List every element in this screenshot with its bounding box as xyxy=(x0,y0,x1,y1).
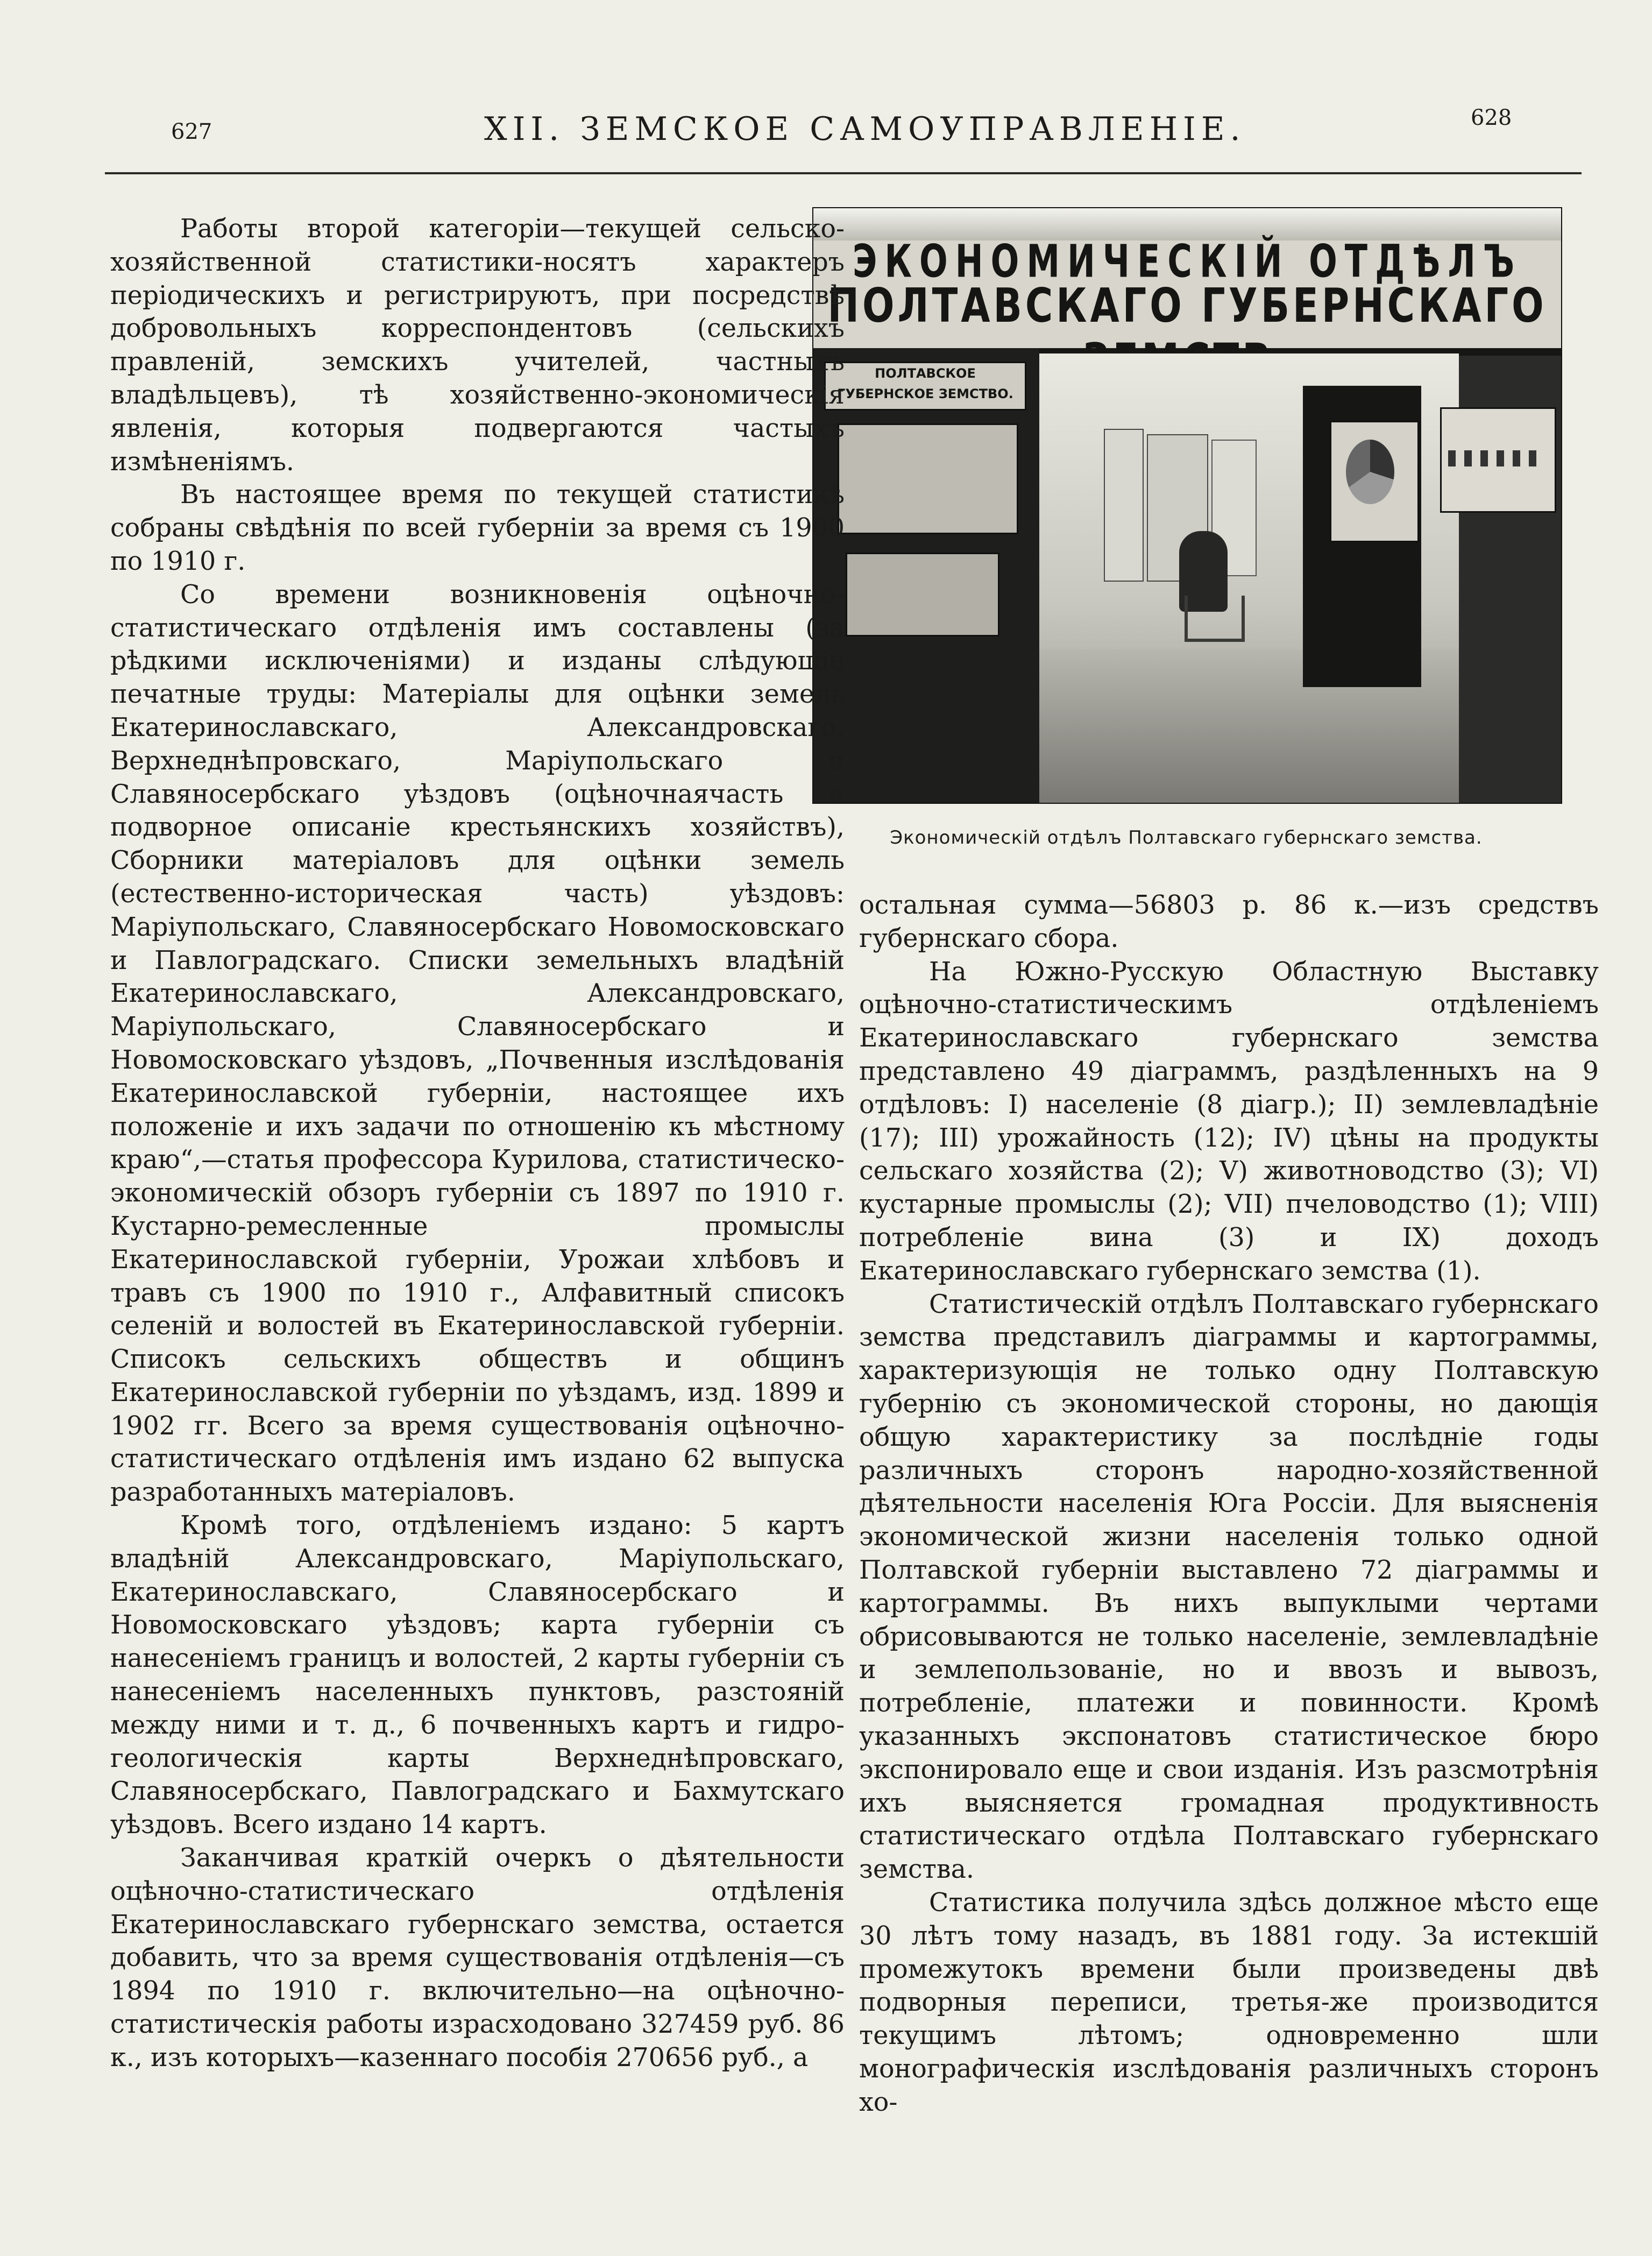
header-rule xyxy=(105,172,1582,174)
photo-board xyxy=(838,423,1018,534)
paragraph: Работы второй категорiи—текущей сельско-хозяйственной статистики-носятъ характеръ перiодическихъ и регистрируютъ, при посредствѣ добровольныхъ корреспондентовъ (сельскихъ правленiй, земскихъ учителей, частныхъ владѣльцевъ), тѣ хозяйственно-экономическiя явленiя, которыя подвергаются частыхъ измѣненiямъ. xyxy=(110,214,845,477)
photo-stand xyxy=(1104,429,1144,582)
photo-sign-line2: ПОЛТАВСКАГО ГУБЕРНСКАГО xyxy=(827,278,1547,333)
photo-board xyxy=(846,553,999,637)
paragraph: Кромѣ того, отдѣленiемъ издано: 5 картъ владѣнiй Александровскаго, Марiупольскаго, Екатеринославскаго, Славяносербскаго и Новомосковскаго уѣздовъ; карта губернiи съ нанесенiемъ границъ и волостей, 2 карты губернiи съ нанесенiемъ населенныхъ пунктовъ, разстоянiй между ними и т. д., 6 почвенныхъ картъ и гидро-геологическiя карты Верхнеднѣпровскаго, Славяносербскаго, Павлоградскаго и Бахмутскаго уѣздовъ. Всего издано 14 картъ. xyxy=(110,1511,845,1840)
right-column xyxy=(859,889,1599,2119)
photo-bar-diagram xyxy=(1448,450,1545,466)
page-number-right: 628 xyxy=(1471,105,1512,130)
paragraph: Со времени возникновенiя оцѣночно-статистическаго отдѣленiя имъ составлены (за рѣдкими исключенiями) и изданы слѣдующiе печатные труды: Матерiалы для оцѣнки земель Екатеринославскаго, Александровскаго, Верхнеднѣпровскаго, Марiупольскаго и Славяносербскаго уѣздовъ (оцѣночнаячасть и подворное описанiе крестьянскихъ хозяйствъ), Сборники матерiаловъ для оцѣнки земель (естественно-историческая часть) уѣздовъ: Марiупольскаго, Славяносербскаго Новомосковскаго и Павлоградскаго. Списки земельныхъ владѣнiй Екатеринославскаго, Александровскаго, Марiупольскаго, Славяносербскаго и Новомосковскаго уѣздовъ, „Почвенныя изслѣдованiя Екатеринославской губернiи, настоящее ихъ положенiе и ихъ задачи по отношенiю къ мѣстному краю“,—статья профессора Курилова, статистическо-экономическiй обзоръ губернiи съ 1897 по 1910 г. Кустарно-ремесленные промыслы Екатеринославской губернiи, Урожаи хлѣбовъ и травъ съ 1900 по 1910 г., Алфавитный списокъ селенiй и волостей въ Екатеринославской губернiи. Списокъ сельскихъ обществъ и общинъ Екатеринославской губернiи по уѣздамъ, изд. 1899 и 1902 гг. Всего за время существованiя оцѣночно-статистическаго отдѣленiя имъ издано 62 выпуска разработанныхъ матерiаловъ. xyxy=(110,579,845,1508)
photo-pie-diagram xyxy=(1346,440,1394,504)
exhibition-photo xyxy=(812,207,1562,804)
paragraph: Въ настоящее время по текущей статистикѣ собраны свѣдѣнiя по всей губернiи за время съ 1900 по 1910 г. xyxy=(110,480,845,576)
paragraph: Статистическiй отдѣлъ Полтавскаго губернскаго земства представилъ дiаграммы и картограммы, характеризующiя не только одну Полтавскую губернiю съ экономической стороны, но дающiя общую характеристику за послѣднiе годы различныхъ сторонъ народно-хозяйственной дѣятельности населенiя Юга Россiи. Для выясненiя экономической жизни населенiя только одной Полтавской губернiи выставлено 72 дiаграммы и картограммы. Въ нихъ выпуклыми чертами обрисовываются не только населенiе, землевладѣнiе и землепользованiе, но и ввозъ и вывозъ, потребленiе, платежи и повинности. Кромѣ указанныхъ экспонатовъ статистическое бюро экспонировало еще и свои изданiя. Изъ разсмотрѣнiя ихъ выясняется громадная продуктивность статистическаго отдѣла Полтавскаго губернскаго земства. xyxy=(859,1289,1599,1885)
paragraph: На Южно-Русскую Областную Выставку оцѣночно-статистическимъ отдѣленiемъ Екатеринославскаго губернскаго земства представлено 49 дiаграммъ, раздѣленныхъ на 9 отдѣловъ: I) населенiе (8 дiагр.); II) землевладѣнiе (17); III) урожайность (12); IV) цѣны на продукты сельскаго хозяйства (2); V) животноводство (3); VI) кустарные промыслы (2); VII) пчеловодство (1); VIII) потребленiе вина (3) и IX) доходъ Екатеринославскаго губернскаго земства (1). xyxy=(859,957,1599,1286)
photo-sign-line1: ЭКОНОМИЧЕСКIЙ ОТДѢЛЪ xyxy=(852,235,1522,288)
photo-caption: Экономическiй отдѣлъ Полтавскаго губернскаго земства. xyxy=(890,827,1483,848)
paragraph: Заканчивая краткiй очеркъ о дѣятельности оцѣночно-статистическаго отдѣленiя Екатеринославскаго губернскаго земства, остается добавить, что за время существованiя отдѣленiя—съ 1894 по 1910 г. включительно—на оцѣночно-статистическiя работы израсходовано 327459 руб. 86 к., изъ которыхъ—казеннаго пособiя 270656 руб., а xyxy=(110,1843,845,2073)
left-column xyxy=(110,213,845,2075)
photo-small-sign: ПОЛТАВСКОЕ ГУБЕРНСКОЕ ЗЕМСТВО. xyxy=(824,362,1026,411)
photo-chair xyxy=(1185,596,1245,642)
paragraph: Статистика получила здѣсь должное мѣсто еще 30 лѣтъ тому назадъ, въ 1881 году. За истекшiй промежутокъ времени были произведены двѣ подворныя переписи, третья-же производится текущимъ лѣтомъ; одновременно шли монографическiя изслѣдованiя различныхъ сторонъ хо- xyxy=(859,1887,1599,2117)
page-number-left: 627 xyxy=(171,119,212,144)
paragraph: остальная сумма—56803 р. 86 к.—изъ средствъ губернскаго сбора. xyxy=(859,890,1599,953)
running-title: XII. ЗЕМСКОЕ САМОУПРАВЛЕНIЕ. xyxy=(484,110,1246,148)
